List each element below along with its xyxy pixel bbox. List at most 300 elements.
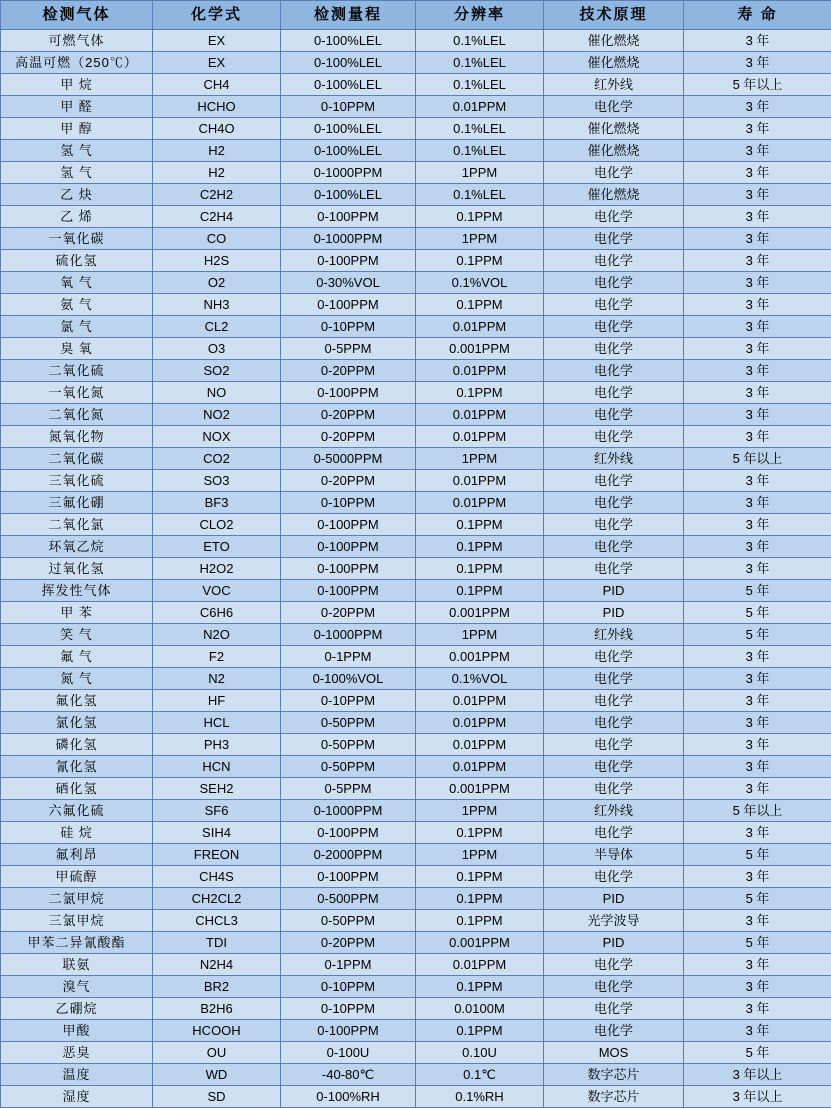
- cell-lifetime: 3 年: [684, 712, 831, 734]
- cell-principle: 电化学: [544, 470, 684, 492]
- cell-range: 0-1PPM: [281, 646, 416, 668]
- cell-gas-name: 氯 气: [1, 316, 153, 338]
- cell-gas-name: 三氧化硫: [1, 470, 153, 492]
- cell-resolution: 0.001PPM: [416, 932, 544, 954]
- cell-range: 0-5PPM: [281, 338, 416, 360]
- cell-principle: 电化学: [544, 228, 684, 250]
- cell-principle: 电化学: [544, 536, 684, 558]
- cell-resolution: 0.01PPM: [416, 360, 544, 382]
- cell-formula: NO2: [153, 404, 281, 426]
- cell-resolution: 0.1%VOL: [416, 668, 544, 690]
- cell-gas-name: 乙 烯: [1, 206, 153, 228]
- table-row: [1, 844, 831, 866]
- cell-lifetime: 5 年以上: [684, 74, 831, 96]
- cell-range: 0-20PPM: [281, 932, 416, 954]
- cell-principle: 电化学: [544, 954, 684, 976]
- table-row: [1, 800, 831, 822]
- cell-lifetime: 3 年: [684, 690, 831, 712]
- cell-principle: MOS: [544, 1042, 684, 1064]
- cell-resolution: 0.1PPM: [416, 580, 544, 602]
- cell-formula: SD: [153, 1086, 281, 1108]
- cell-gas-name: 温度: [1, 1064, 153, 1086]
- cell-lifetime: 3 年: [684, 338, 831, 360]
- cell-resolution: 0.001PPM: [416, 778, 544, 800]
- cell-range: 0-5000PPM: [281, 448, 416, 470]
- cell-principle: 电化学: [544, 96, 684, 118]
- cell-resolution: 0.0100M: [416, 998, 544, 1020]
- cell-formula: C2H2: [153, 184, 281, 206]
- cell-range: 0-10PPM: [281, 492, 416, 514]
- cell-range: 0-20PPM: [281, 470, 416, 492]
- cell-formula: HCHO: [153, 96, 281, 118]
- cell-range: 0-20PPM: [281, 426, 416, 448]
- cell-principle: 电化学: [544, 492, 684, 514]
- cell-range: 0-1000PPM: [281, 162, 416, 184]
- cell-principle: 电化学: [544, 382, 684, 404]
- cell-range: 0-100%LEL: [281, 118, 416, 140]
- cell-formula: WD: [153, 1064, 281, 1086]
- cell-range: 0-100%LEL: [281, 30, 416, 52]
- cell-principle: 电化学: [544, 250, 684, 272]
- table-row: [1, 954, 831, 976]
- table-row: [1, 932, 831, 954]
- cell-resolution: 0.1PPM: [416, 206, 544, 228]
- cell-resolution: 0.1PPM: [416, 250, 544, 272]
- table-row: [1, 96, 831, 118]
- cell-range: 0-100%LEL: [281, 74, 416, 96]
- cell-principle: 电化学: [544, 734, 684, 756]
- cell-gas-name: 二氧化碳: [1, 448, 153, 470]
- cell-formula: SO2: [153, 360, 281, 382]
- cell-formula: H2: [153, 162, 281, 184]
- cell-lifetime: 5 年: [684, 844, 831, 866]
- table-row: [1, 624, 831, 646]
- cell-gas-name: 臭 氧: [1, 338, 153, 360]
- cell-principle: 催化燃烧: [544, 52, 684, 74]
- cell-lifetime: 3 年: [684, 492, 831, 514]
- cell-lifetime: 3 年: [684, 316, 831, 338]
- table-row: [1, 162, 831, 184]
- cell-principle: PID: [544, 932, 684, 954]
- cell-gas-name: 挥发性气体: [1, 580, 153, 602]
- cell-resolution: 0.01PPM: [416, 316, 544, 338]
- column-header-principle: 技术原理: [544, 1, 684, 30]
- cell-gas-name: 氰化氢: [1, 756, 153, 778]
- cell-principle: 电化学: [544, 998, 684, 1020]
- cell-principle: 电化学: [544, 272, 684, 294]
- cell-range: 0-100PPM: [281, 206, 416, 228]
- table-row: [1, 1042, 831, 1064]
- cell-formula: VOC: [153, 580, 281, 602]
- cell-range: 0-100%LEL: [281, 52, 416, 74]
- cell-gas-name: 恶臭: [1, 1042, 153, 1064]
- cell-formula: CH4: [153, 74, 281, 96]
- cell-principle: 电化学: [544, 1020, 684, 1042]
- cell-range: 0-100%LEL: [281, 140, 416, 162]
- table-header: [1, 1, 831, 30]
- cell-formula: NO: [153, 382, 281, 404]
- cell-formula: O2: [153, 272, 281, 294]
- cell-principle: 催化燃烧: [544, 140, 684, 162]
- table-row: [1, 668, 831, 690]
- cell-resolution: 0.1PPM: [416, 888, 544, 910]
- cell-formula: CL2: [153, 316, 281, 338]
- cell-resolution: 0.01PPM: [416, 954, 544, 976]
- cell-formula: H2O2: [153, 558, 281, 580]
- cell-lifetime: 3 年: [684, 96, 831, 118]
- cell-principle: 数字芯片: [544, 1086, 684, 1108]
- table-row: [1, 910, 831, 932]
- cell-gas-name: 二氧化氯: [1, 514, 153, 536]
- table-row: [1, 756, 831, 778]
- cell-principle: 电化学: [544, 712, 684, 734]
- cell-formula: SIH4: [153, 822, 281, 844]
- cell-lifetime: 3 年: [684, 272, 831, 294]
- cell-range: 0-100PPM: [281, 514, 416, 536]
- cell-gas-name: 甲 烷: [1, 74, 153, 96]
- cell-principle: 催化燃烧: [544, 184, 684, 206]
- cell-gas-name: 一氧化氮: [1, 382, 153, 404]
- cell-formula: H2S: [153, 250, 281, 272]
- cell-range: 0-5PPM: [281, 778, 416, 800]
- cell-gas-name: 氟化氢: [1, 690, 153, 712]
- cell-gas-name: 甲硫醇: [1, 866, 153, 888]
- cell-formula: F2: [153, 646, 281, 668]
- cell-resolution: 0.01PPM: [416, 734, 544, 756]
- cell-formula: EX: [153, 52, 281, 74]
- table-row: [1, 580, 831, 602]
- cell-resolution: 1PPM: [416, 800, 544, 822]
- cell-formula: N2: [153, 668, 281, 690]
- table-row: [1, 118, 831, 140]
- column-header-range: 检测量程: [281, 1, 416, 30]
- table-row: [1, 404, 831, 426]
- table-row: [1, 1086, 831, 1108]
- cell-range: 0-10PPM: [281, 998, 416, 1020]
- cell-resolution: 0.10U: [416, 1042, 544, 1064]
- cell-range: 0-100U: [281, 1042, 416, 1064]
- cell-gas-name: 乙 炔: [1, 184, 153, 206]
- cell-lifetime: 3 年: [684, 822, 831, 844]
- cell-lifetime: 3 年: [684, 514, 831, 536]
- cell-lifetime: 3 年: [684, 206, 831, 228]
- cell-resolution: 0.01PPM: [416, 756, 544, 778]
- cell-range: 0-100PPM: [281, 536, 416, 558]
- cell-lifetime: 5 年: [684, 1042, 831, 1064]
- cell-lifetime: 3 年: [684, 294, 831, 316]
- table-row: [1, 778, 831, 800]
- cell-gas-name: 氟利昂: [1, 844, 153, 866]
- table-row: [1, 228, 831, 250]
- cell-resolution: 1PPM: [416, 448, 544, 470]
- cell-range: 0-100%LEL: [281, 184, 416, 206]
- cell-gas-name: 甲酸: [1, 1020, 153, 1042]
- table-row: [1, 338, 831, 360]
- column-header-gas: 检测气体: [1, 1, 153, 30]
- cell-lifetime: 3 年: [684, 998, 831, 1020]
- cell-principle: 电化学: [544, 558, 684, 580]
- cell-formula: ETO: [153, 536, 281, 558]
- cell-resolution: 1PPM: [416, 162, 544, 184]
- cell-formula: C2H4: [153, 206, 281, 228]
- cell-principle: 电化学: [544, 756, 684, 778]
- cell-lifetime: 3 年: [684, 184, 831, 206]
- cell-range: 0-50PPM: [281, 910, 416, 932]
- cell-formula: CHCL3: [153, 910, 281, 932]
- cell-resolution: 0.01PPM: [416, 492, 544, 514]
- cell-lifetime: 3 年: [684, 470, 831, 492]
- cell-range: 0-30%VOL: [281, 272, 416, 294]
- cell-gas-name: 三氯甲烷: [1, 910, 153, 932]
- cell-lifetime: 3 年: [684, 360, 831, 382]
- cell-lifetime: 3 年: [684, 668, 831, 690]
- cell-principle: 光学波导: [544, 910, 684, 932]
- cell-range: 0-100%VOL: [281, 668, 416, 690]
- table-row: [1, 470, 831, 492]
- cell-formula: BR2: [153, 976, 281, 998]
- cell-range: 0-100PPM: [281, 580, 416, 602]
- cell-resolution: 0.1PPM: [416, 866, 544, 888]
- cell-principle: 电化学: [544, 426, 684, 448]
- cell-principle: 电化学: [544, 646, 684, 668]
- cell-formula: N2O: [153, 624, 281, 646]
- cell-resolution: 0.001PPM: [416, 646, 544, 668]
- cell-resolution: 1PPM: [416, 844, 544, 866]
- cell-range: 0-10PPM: [281, 690, 416, 712]
- cell-resolution: 0.01PPM: [416, 404, 544, 426]
- cell-range: 0-500PPM: [281, 888, 416, 910]
- cell-lifetime: 3 年: [684, 778, 831, 800]
- cell-resolution: 0.1%LEL: [416, 118, 544, 140]
- cell-resolution: 0.01PPM: [416, 470, 544, 492]
- cell-gas-name: 乙硼烷: [1, 998, 153, 1020]
- cell-lifetime: 3 年: [684, 52, 831, 74]
- cell-lifetime: 3 年: [684, 954, 831, 976]
- cell-gas-name: 三氟化硼: [1, 492, 153, 514]
- cell-gas-name: 二氯甲烷: [1, 888, 153, 910]
- cell-resolution: 0.1%LEL: [416, 52, 544, 74]
- cell-principle: 催化燃烧: [544, 30, 684, 52]
- table-row: [1, 382, 831, 404]
- cell-range: 0-20PPM: [281, 404, 416, 426]
- table-row: [1, 492, 831, 514]
- cell-gas-name: 硒化氢: [1, 778, 153, 800]
- cell-gas-name: 六氟化硫: [1, 800, 153, 822]
- cell-principle: 红外线: [544, 448, 684, 470]
- cell-principle: 电化学: [544, 976, 684, 998]
- cell-gas-name: 磷化氢: [1, 734, 153, 756]
- table-row: [1, 184, 831, 206]
- cell-lifetime: 3 年: [684, 30, 831, 52]
- cell-formula: FREON: [153, 844, 281, 866]
- cell-lifetime: 3 年: [684, 118, 831, 140]
- cell-gas-name: 氮 气: [1, 668, 153, 690]
- cell-lifetime: 3 年: [684, 382, 831, 404]
- cell-formula: O3: [153, 338, 281, 360]
- cell-formula: CH2CL2: [153, 888, 281, 910]
- cell-resolution: 1PPM: [416, 228, 544, 250]
- cell-resolution: 1PPM: [416, 624, 544, 646]
- cell-formula: NOX: [153, 426, 281, 448]
- cell-formula: C6H6: [153, 602, 281, 624]
- cell-range: 0-100PPM: [281, 250, 416, 272]
- cell-resolution: 0.1PPM: [416, 514, 544, 536]
- cell-range: 0-100PPM: [281, 558, 416, 580]
- cell-formula: SF6: [153, 800, 281, 822]
- cell-resolution: 0.01PPM: [416, 426, 544, 448]
- cell-gas-name: 溴气: [1, 976, 153, 998]
- cell-gas-name: 高温可燃（250℃）: [1, 52, 153, 74]
- cell-resolution: 0.01PPM: [416, 690, 544, 712]
- cell-principle: 电化学: [544, 690, 684, 712]
- cell-principle: 电化学: [544, 206, 684, 228]
- cell-principle: 电化学: [544, 866, 684, 888]
- cell-resolution: 0.1%LEL: [416, 74, 544, 96]
- cell-lifetime: 5 年: [684, 602, 831, 624]
- cell-principle: 红外线: [544, 800, 684, 822]
- cell-resolution: 0.1PPM: [416, 382, 544, 404]
- column-header-lifetime: 寿 命: [684, 1, 831, 30]
- cell-principle: PID: [544, 888, 684, 910]
- cell-formula: HF: [153, 690, 281, 712]
- cell-principle: 电化学: [544, 822, 684, 844]
- table-row: [1, 822, 831, 844]
- cell-lifetime: 3 年: [684, 910, 831, 932]
- cell-gas-name: 甲 苯: [1, 602, 153, 624]
- cell-principle: 电化学: [544, 360, 684, 382]
- cell-gas-name: 硫化氢: [1, 250, 153, 272]
- cell-principle: 红外线: [544, 624, 684, 646]
- cell-lifetime: 3 年: [684, 756, 831, 778]
- cell-range: 0-1000PPM: [281, 228, 416, 250]
- cell-lifetime: 5 年: [684, 888, 831, 910]
- cell-gas-name: 环氧乙烷: [1, 536, 153, 558]
- table-row: [1, 646, 831, 668]
- table-row: [1, 602, 831, 624]
- cell-range: 0-10PPM: [281, 96, 416, 118]
- cell-gas-name: 甲苯二异氰酸酯: [1, 932, 153, 954]
- cell-lifetime: 3 年: [684, 1020, 831, 1042]
- cell-resolution: 0.1PPM: [416, 294, 544, 316]
- cell-lifetime: 3 年: [684, 646, 831, 668]
- cell-lifetime: 3 年: [684, 558, 831, 580]
- cell-gas-name: 过氧化氢: [1, 558, 153, 580]
- table-row: [1, 976, 831, 998]
- cell-formula: SO3: [153, 470, 281, 492]
- cell-lifetime: 5 年以上: [684, 800, 831, 822]
- cell-range: 0-1000PPM: [281, 624, 416, 646]
- table-row: [1, 998, 831, 1020]
- table-row: [1, 140, 831, 162]
- cell-formula: BF3: [153, 492, 281, 514]
- cell-principle: 电化学: [544, 162, 684, 184]
- cell-range: 0-50PPM: [281, 734, 416, 756]
- table-row: [1, 426, 831, 448]
- cell-gas-name: 二氧化氮: [1, 404, 153, 426]
- cell-gas-name: 氟 气: [1, 646, 153, 668]
- cell-lifetime: 3 年: [684, 140, 831, 162]
- cell-gas-name: 联氨: [1, 954, 153, 976]
- cell-gas-name: 硅 烷: [1, 822, 153, 844]
- table-row: [1, 536, 831, 558]
- cell-principle: 电化学: [544, 316, 684, 338]
- table-row: [1, 360, 831, 382]
- table-row: [1, 866, 831, 888]
- cell-lifetime: 5 年: [684, 580, 831, 602]
- cell-range: 0-100%RH: [281, 1086, 416, 1108]
- table-row: [1, 1020, 831, 1042]
- table-row: [1, 448, 831, 470]
- cell-gas-name: 甲 醇: [1, 118, 153, 140]
- cell-resolution: 0.01PPM: [416, 712, 544, 734]
- table-row: [1, 250, 831, 272]
- cell-formula: CO: [153, 228, 281, 250]
- cell-range: 0-20PPM: [281, 602, 416, 624]
- cell-range: 0-20PPM: [281, 360, 416, 382]
- cell-principle: 催化燃烧: [544, 118, 684, 140]
- cell-range: 0-1PPM: [281, 954, 416, 976]
- cell-gas-name: 笑 气: [1, 624, 153, 646]
- cell-resolution: 0.1PPM: [416, 910, 544, 932]
- cell-lifetime: 3 年: [684, 250, 831, 272]
- cell-resolution: 0.1PPM: [416, 536, 544, 558]
- table-header-row: [1, 1, 831, 30]
- table-row: [1, 712, 831, 734]
- cell-lifetime: 3 年: [684, 162, 831, 184]
- cell-lifetime: 3 年以上: [684, 1086, 831, 1108]
- cell-principle: 电化学: [544, 668, 684, 690]
- cell-range: 0-10PPM: [281, 316, 416, 338]
- table-row: [1, 272, 831, 294]
- cell-gas-name: 氯化氢: [1, 712, 153, 734]
- cell-lifetime: 3 年: [684, 404, 831, 426]
- cell-range: 0-1000PPM: [281, 800, 416, 822]
- column-header-formula: 化学式: [153, 1, 281, 30]
- cell-range: 0-10PPM: [281, 976, 416, 998]
- cell-range: 0-100PPM: [281, 822, 416, 844]
- cell-formula: B2H6: [153, 998, 281, 1020]
- column-header-resolution: 分辨率: [416, 1, 544, 30]
- cell-resolution: 0.001PPM: [416, 602, 544, 624]
- cell-principle: 电化学: [544, 514, 684, 536]
- cell-resolution: 0.1PPM: [416, 822, 544, 844]
- cell-resolution: 0.1℃: [416, 1064, 544, 1086]
- table-row: [1, 30, 831, 52]
- cell-lifetime: 5 年: [684, 932, 831, 954]
- table-row: [1, 206, 831, 228]
- table-row: [1, 888, 831, 910]
- cell-lifetime: 3 年: [684, 976, 831, 998]
- cell-lifetime: 5 年以上: [684, 448, 831, 470]
- cell-formula: CO2: [153, 448, 281, 470]
- table-row: [1, 734, 831, 756]
- cell-gas-name: 氨 气: [1, 294, 153, 316]
- cell-lifetime: 3 年以上: [684, 1064, 831, 1086]
- cell-lifetime: 3 年: [684, 426, 831, 448]
- cell-principle: 数字芯片: [544, 1064, 684, 1086]
- cell-resolution: 0.01PPM: [416, 96, 544, 118]
- cell-range: 0-100PPM: [281, 866, 416, 888]
- cell-gas-name: 二氧化硫: [1, 360, 153, 382]
- cell-resolution: 0.1%LEL: [416, 140, 544, 162]
- cell-gas-name: 氢 气: [1, 140, 153, 162]
- cell-gas-name: 湿度: [1, 1086, 153, 1108]
- cell-formula: N2H4: [153, 954, 281, 976]
- cell-resolution: 0.1%LEL: [416, 30, 544, 52]
- cell-gas-name: 一氧化碳: [1, 228, 153, 250]
- table-body: [1, 30, 831, 1108]
- cell-formula: OU: [153, 1042, 281, 1064]
